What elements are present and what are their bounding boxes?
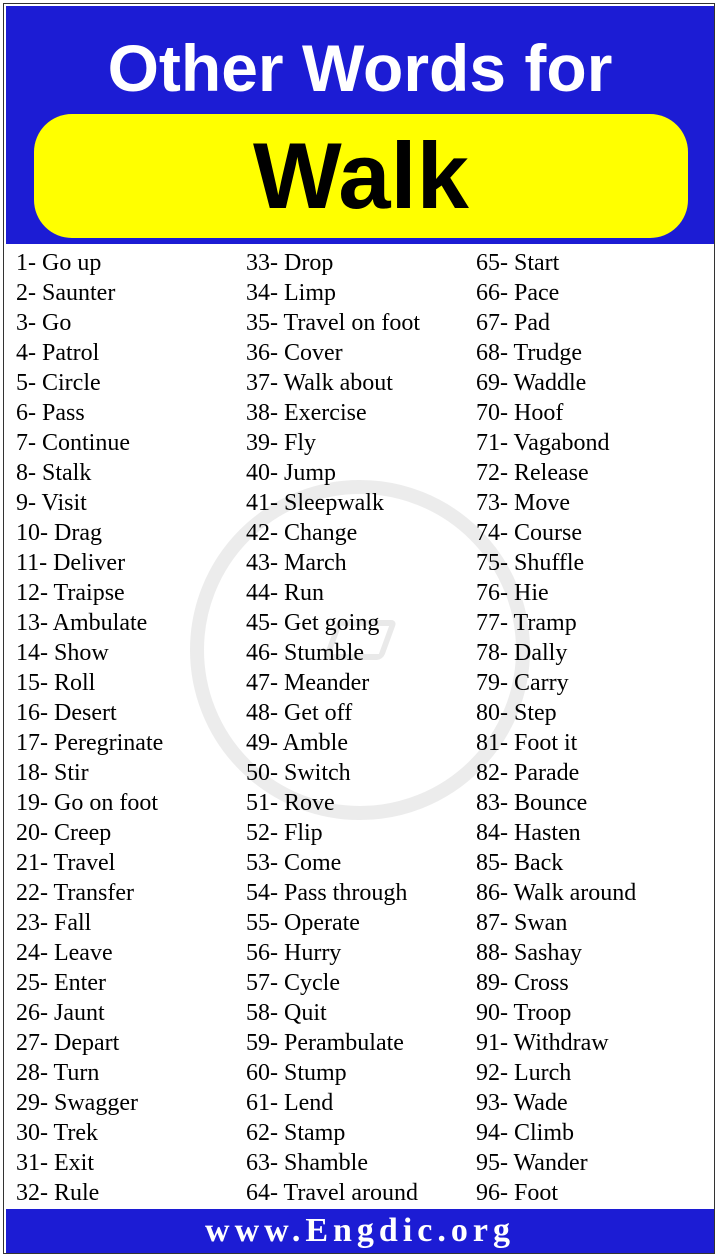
list-item: 52- Flip [246, 820, 323, 846]
header-banner [6, 6, 714, 244]
list-item: 31- Exit [16, 1150, 94, 1176]
list-item: 36- Cover [246, 340, 343, 366]
header-keyword: Walk [253, 123, 469, 228]
list-item: 29- Swagger [16, 1090, 138, 1116]
list-item: 86- Walk around [476, 880, 637, 906]
list-item: 68- Trudge [476, 340, 583, 366]
list-item: 84- Hasten [476, 820, 581, 846]
list-item: 94- Climb [476, 1120, 575, 1146]
list-item: 41- Sleepwalk [246, 490, 384, 516]
list-item: 74- Course [476, 520, 582, 546]
list-item: 77- Tramp [476, 610, 577, 636]
list-item: 65- Start [476, 250, 560, 276]
list-item: 55- Operate [246, 910, 360, 936]
word-column-2 [246, 248, 420, 1208]
list-item: 64- Travel around [246, 1180, 418, 1206]
list-item: 6- Pass [16, 400, 85, 426]
footer-website: www.Engdic.org [205, 1212, 515, 1249]
list-item: 49- Amble [246, 730, 348, 756]
list-item: 35- Travel on foot [246, 310, 420, 336]
list-item: 18- Stir [16, 760, 89, 786]
list-item: 60- Stump [246, 1060, 347, 1086]
list-item: 44- Run [246, 580, 324, 606]
list-item: 82- Parade [476, 760, 580, 786]
list-item: 66- Pace [476, 280, 560, 306]
list-item: 7- Continue [16, 430, 130, 456]
list-item: 37- Walk about [246, 370, 393, 396]
list-item: 91- Withdraw [476, 1030, 609, 1056]
list-item: 92- Lurch [476, 1060, 572, 1086]
list-item: 1- Go up [16, 250, 102, 276]
list-item: 50- Switch [246, 760, 351, 786]
list-item: 75- Shuffle [476, 550, 585, 576]
list-item: 39- Fly [246, 430, 317, 456]
list-item: 87- Swan [476, 910, 568, 936]
list-item: 54- Pass through [246, 880, 408, 906]
list-item: 42- Change [246, 520, 358, 546]
list-item: 46- Stumble [246, 640, 364, 666]
list-item: 38- Exercise [246, 400, 367, 426]
header-highlight-pill [34, 114, 688, 238]
list-item: 81- Foot it [476, 730, 578, 756]
list-item: 30- Trek [16, 1120, 99, 1146]
header-title: Other Words for [107, 31, 613, 105]
list-item: 32- Rule [16, 1180, 100, 1206]
list-item: 53- Come [246, 850, 342, 876]
list-item: 73- Move [476, 490, 570, 516]
list-item: 19- Go on foot [16, 790, 158, 816]
list-item: 9- Visit [16, 490, 87, 516]
list-item: 90- Troop [476, 1000, 572, 1026]
list-item: 61- Lend [246, 1090, 334, 1116]
list-item: 57- Cycle [246, 970, 340, 996]
list-item: 24- Leave [16, 940, 113, 966]
list-item: 17- Peregrinate [16, 730, 164, 756]
list-item: 12- Traipse [16, 580, 125, 606]
list-item: 88- Sashay [476, 940, 582, 966]
list-item: 8- Stalk [16, 460, 92, 486]
list-item: 89- Cross [476, 970, 569, 996]
list-item: 96- Foot [476, 1180, 559, 1206]
list-item: 48- Get off [246, 700, 353, 726]
word-list [0, 248, 720, 1208]
list-item: 70- Hoof [476, 400, 564, 426]
list-item: 14- Show [16, 640, 109, 666]
list-item: 34- Limp [246, 280, 336, 306]
list-item: 67- Pad [476, 310, 550, 336]
word-column-1 [16, 248, 163, 1208]
list-item: 33- Drop [246, 250, 334, 276]
list-item: 5- Circle [16, 370, 101, 396]
list-item: 62- Stamp [246, 1120, 346, 1146]
list-item: 79- Carry [476, 670, 569, 696]
footer-banner [6, 1209, 714, 1253]
list-item: 15- Roll [16, 670, 96, 696]
list-item: 93- Wade [476, 1090, 568, 1116]
list-item: 11- Deliver [16, 550, 126, 576]
list-item: 21- Travel [16, 850, 116, 876]
list-item: 23- Fall [16, 910, 92, 936]
list-item: 13- Ambulate [16, 610, 148, 636]
list-item: 4- Patrol [16, 340, 100, 366]
list-item: 76- Hie [476, 580, 549, 606]
list-item: 26- Jaunt [16, 1000, 105, 1026]
list-item: 45- Get going [246, 610, 380, 636]
list-item: 10- Drag [16, 520, 102, 546]
list-item: 51- Rove [246, 790, 335, 816]
list-item: 80- Step [476, 700, 557, 726]
list-item: 85- Back [476, 850, 564, 876]
word-column-3 [476, 248, 636, 1208]
list-item: 56- Hurry [246, 940, 342, 966]
list-item: 16- Desert [16, 700, 117, 726]
list-item: 71- Vagabond [476, 430, 610, 456]
list-item: 27- Depart [16, 1030, 120, 1056]
list-item: 3- Go [16, 310, 72, 336]
list-item: 83- Bounce [476, 790, 588, 816]
list-item: 28- Turn [16, 1060, 100, 1086]
list-item: 43- March [246, 550, 347, 576]
list-item: 72- Release [476, 460, 589, 486]
list-item: 63- Shamble [246, 1150, 368, 1176]
list-item: 25- Enter [16, 970, 106, 996]
list-item: 20- Creep [16, 820, 112, 846]
list-item: 47- Meander [246, 670, 370, 696]
list-item: 95- Wander [476, 1150, 588, 1176]
list-item: 58- Quit [246, 1000, 327, 1026]
list-item: 40- Jump [246, 460, 336, 486]
list-item: 69- Waddle [476, 370, 587, 396]
list-item: 22- Transfer [16, 880, 134, 906]
list-item: 78- Dally [476, 640, 568, 666]
list-item: 59- Perambulate [246, 1030, 404, 1056]
list-item: 2- Saunter [16, 280, 116, 306]
